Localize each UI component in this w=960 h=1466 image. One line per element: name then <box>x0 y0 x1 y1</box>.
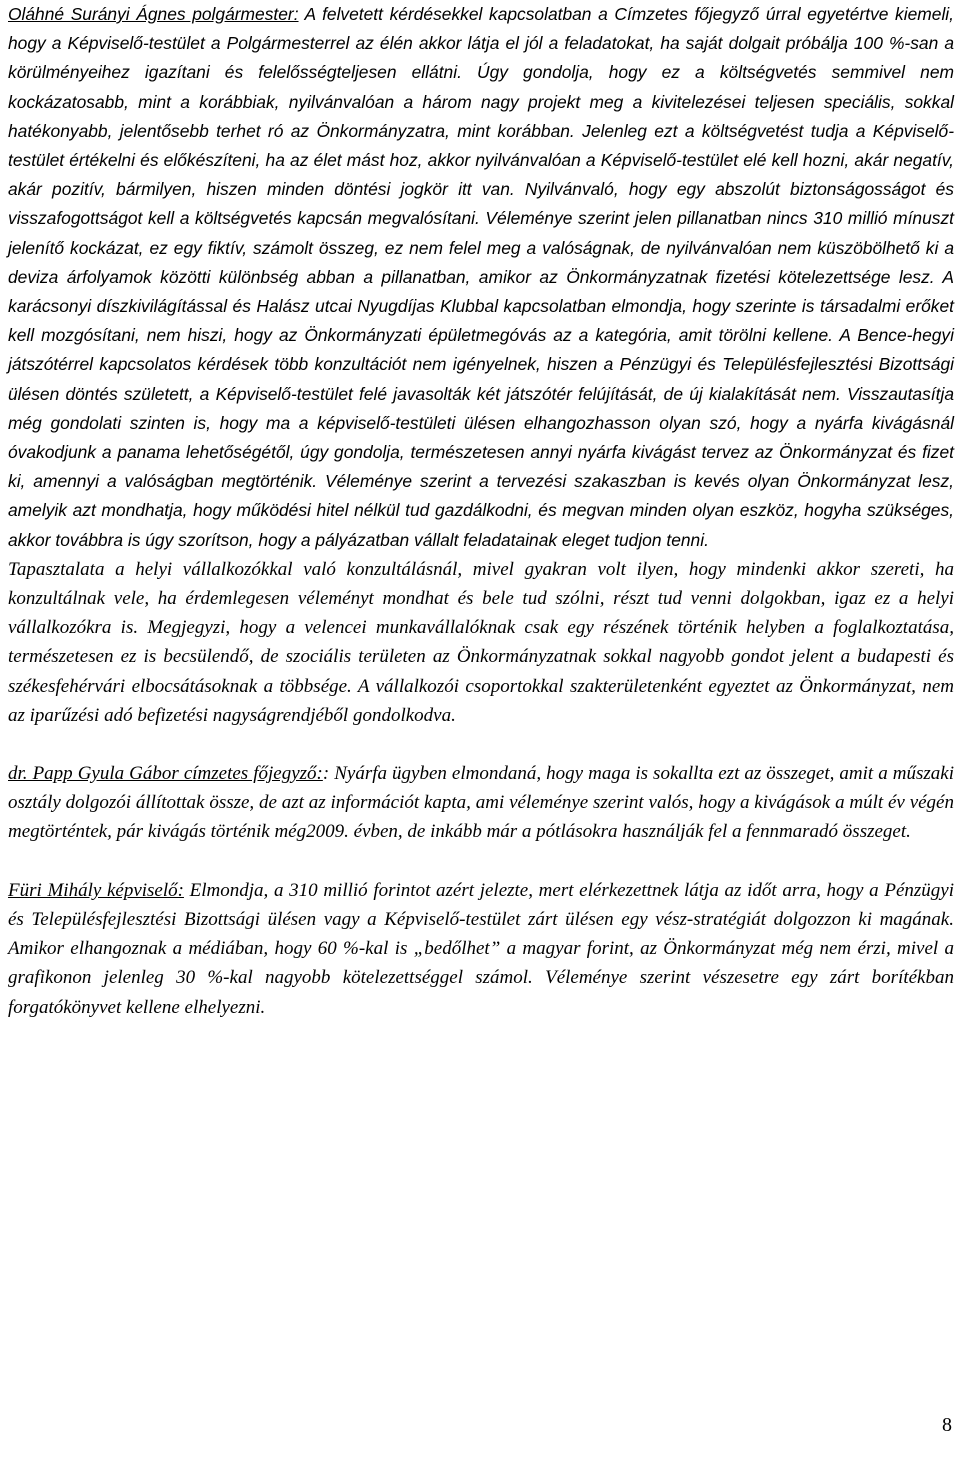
mayor-statement-body: Jelenleg ezt a költségvetést tudja a Képviselő-testület értékelni és előkészíteni, ha az élet mást hoz, akkor nyilvánvalóan a Képviselő-testület elé kell hozni, akár negatív, akár pozitív, bármilyen, hiszen minden döntési jogkör itt van. Nyilvánvaló, hogy egy abszolút biztonságosságot és visszafogottságot kell a költségvetés kapcsán megvalósítani. Véleménye szerint jelen pillanatban nincs 310 millió mínuszt jelenítő kockázat, ez egy fiktív, számolt összeg, ez nem felel meg a valóságnak, de nyilvánvalóan nem küszöbölhető ki a deviza árfolyamok közötti különbség abban a pillanatban, amikor az Önkormányzatnak fizetési kötelezettsége lesz. A karácsonyi díszkivilágítással és Halász utcai Nyugdíjas Klubbal kapcsolatban elmondja, hogy szerinte is társadalmi erőket kell mozgósítani, nem hiszi, hogy az Önkormányzati épületmegóvás az a kategória, amit törölni kellene. A Bence-hegyi játszótérrel kapcsolatos kérdések több konzultációt nem igényelnek, hiszen a Pénzügyi és Településfejlesztési Bizottsági ülésen döntés született, a Képviselő-testület felé javasolták két játszótér felújítását, de új kialakítását nem. Visszautasítja még gondolati szinten is, hogy ma a képviselő-testületi ülésen elhangozhasson olyan szó, hogy a nyárfa kivágásnál óvakodjunk a panama lehetőségétől, úgy gondolja, természetesen annyi nyárfa kivágást tervez az Önkormányzat és fizet ki, amennyi a valóságban megtörténik. Véleménye szerint a tervezési szakaszban is kevés olyan Önkormányzat lesz, amelyik azt mondhatja, hogy működési hitel nélkül tud gazdálkodni, és megvan minden olyan eszköz, hogyha szükséges, akkor továbbra is úgy szorítson, hogy a pályázatban vállalt feladatainak eleget tudjon tenni. <box>8 120 954 550</box>
mayor-statement-intro: A felvetett kérdésekkel kapcsolatban a Címzetes főjegyző úrral egyetértve kiemeli, hogy a Képviselő-testület a Polgármesterrel az élén akkor látja el jól a feladatokat, ha saját dolgait próbálja 100 %-san a körülményeihez igazítani és felelősségteljesen ellátni. Úgy gondolja, hogy ez a költségvetés semmivel nem kockázatosabb, mint a korábbiak, nyilvánvalóan a három nagy projekt meg a kivitelezései teljesen speciális, sokkal hatékonyabb, jelentősebb terhet ró az Önkormányzatra, mint korábban. <box>8 4 955 141</box>
notary-statement-text: : Nyárfa ügyben elmondaná, hogy maga is sokallta ezt az összeget, amit a műszaki osztály dolgozói állítottak össze, de azt az információt kapta, ami véleménye szerint valós, hogy a kivágások a múlt év végén megtörténtek, pár kivágás történik még2009. évben, de inkább már a pótlásokra használják fel a fennmaradó összeget. <box>8 763 954 843</box>
page-number: 8 <box>942 1414 952 1436</box>
notary-statement-paragraph <box>8 759 954 847</box>
speaker-mayor: Oláhné Surányi Ágnes polgármester: <box>8 4 299 24</box>
local-entrepreneurs-paragraph <box>8 555 954 730</box>
representative-statement-paragraph <box>8 876 954 1022</box>
document-page <box>8 0 954 1022</box>
representative-statement-text: Elmondja, a 310 millió forintot azért jelezte, mert elérkezettnek látja az időt arra, hogy a Pénzügyi és Településfejlesztési Bizottsági ülésen vagy a Képviselő-testület zárt ülésen egy vész-stratégiát dolgozzon ki magának. Amikor elhangoznak a médiában, hogy 60 %-kal is „bedőlhet” a magyar forint, az Önkormányzat még nem érzi, mivel a grafikonon jelenleg 30 %-kal nagyobb kötelezettséggel számol. Véleménye szerint vészesetre egy zárt borítékban forgatókönyvet kellene elhelyezni. <box>8 879 954 1018</box>
mayor-statement-paragraph <box>8 0 954 555</box>
speaker-notary: dr. Papp Gyula Gábor címzetes főjegyző: <box>8 763 323 785</box>
entrepreneurs-text: Tapasztalata a helyi vállalkozókkal való konzultálásnál, mivel gyakran volt ilyen, hogy mindenki akkor szereti, ha konzultálnak vele, ha érdemlegesen véleményt mondhat és bele tud szólni, részt tud venni dolgokban, igaz ez a helyi vállalkozókra is. Megjegyzi, hogy a velencei munkavállalóknak csak egy részének történik helyben a foglalkoztatása, természetesen ez is becsülendő, de szociális területen az Önkormányzatnak sokkal nagyobb gondot jelent a budapesti és székesfehérvári elbocsátásoknak a többsége. A vállalkozói csoportokkal szakterületenként egyeztet az Önkormányzat, nem az iparűzési adó befizetési nagyságrendjéből gondolkodva. <box>8 558 954 726</box>
speaker-representative: Füri Mihály képviselő: <box>8 879 184 901</box>
paragraph-spacer <box>8 847 954 876</box>
paragraph-spacer <box>8 730 954 759</box>
